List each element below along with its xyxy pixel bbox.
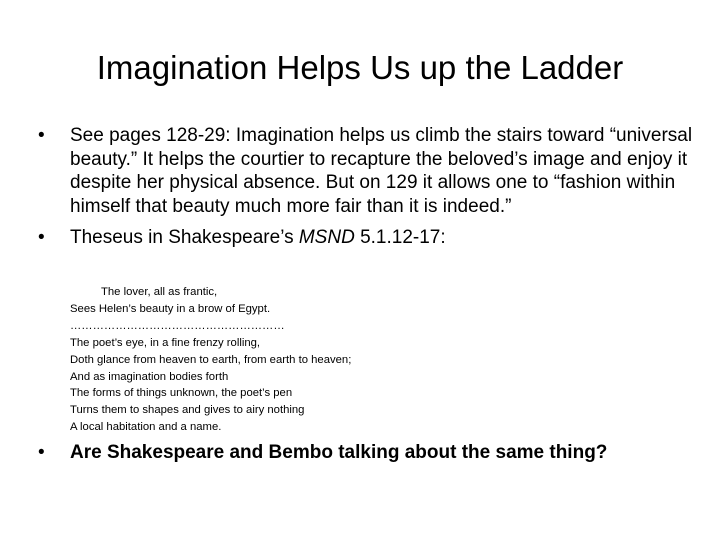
bullet-marker: • <box>38 227 45 248</box>
quote-line: Sees Helen’s beauty in a brow of Egypt. <box>70 302 271 315</box>
quote-line: A local habitation and a name. <box>70 421 222 434</box>
bullet-item <box>36 226 696 250</box>
bullet-list <box>36 124 696 258</box>
quote-line: Turns them to shapes and gives to airy nothing <box>70 404 305 417</box>
bullet-marker: • <box>38 125 45 146</box>
bullet-item <box>36 124 696 218</box>
bullet-question: Are Shakespeare and Bembo talking about the same thing? <box>70 442 608 463</box>
bullet-text: See pages 128-29: Imagination helps us climb the stairs toward “universal beauty.” It helps the courtier to recapture the beloved’s image and enjoy it despite her physical absence. But on 129 it allows one to “fashion within himself that beauty much more fair than it is indeed.” <box>70 125 693 217</box>
quote-ellipsis: ………………………………………………… <box>70 319 285 332</box>
bullet-item <box>36 441 696 465</box>
play-title: MSND <box>298 227 355 248</box>
quote-line: The lover, all as frantic, <box>101 286 218 298</box>
bullet-text-part: Theseus in Shakespeare’s <box>70 227 299 248</box>
quote-line: The forms of things unknown, the poet’s pen <box>70 387 293 400</box>
bullet-marker: • <box>38 442 45 463</box>
quote-line: Doth glance from heaven to earth, from earth to heaven; <box>70 353 352 366</box>
bullet-text-part: 5.1.12-17: <box>354 227 446 248</box>
shakespeare-quote <box>70 284 510 436</box>
slide-title: Imagination Helps Us up the Ladder <box>96 49 624 86</box>
quote-line: The poet’s eye, in a fine frenzy rolling, <box>70 336 261 349</box>
quote-line: And as imagination bodies forth <box>70 370 229 383</box>
bullet-list-final <box>36 441 696 465</box>
